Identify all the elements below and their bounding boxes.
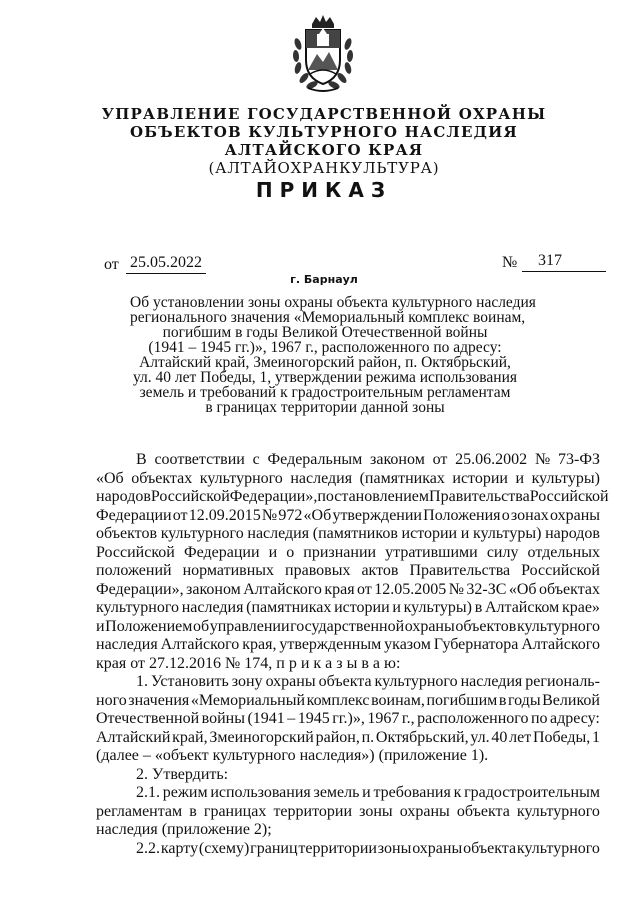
body-word: законом — [370, 451, 425, 468]
body-word: (памятников — [312, 525, 398, 542]
body-word: нормативных — [182, 562, 275, 579]
body-text-line — [96, 673, 600, 692]
number-label: № — [502, 254, 518, 271]
body-text-line — [96, 581, 600, 600]
body-word: охраны — [399, 802, 450, 820]
city-name: г. Барнаул — [290, 273, 358, 286]
body-text-line — [96, 803, 600, 822]
body-text-line — [96, 544, 600, 563]
body-word: Российской — [529, 488, 609, 505]
body-word: (памятниках — [359, 469, 445, 487]
body-word: Федеральным — [267, 451, 363, 468]
body-word: объекта — [456, 802, 510, 820]
body-word: культурного — [516, 839, 600, 857]
document-subject — [130, 294, 536, 416]
body-word: «Мемориальный — [190, 691, 306, 709]
body-word: к — [453, 784, 462, 801]
body-word: 25.06.2002 — [455, 451, 528, 468]
org-short-name: (АЛТАЙОХРАНКУЛЬТУРА) — [208, 159, 440, 177]
body-word: от — [432, 451, 448, 468]
body-word: государственной — [290, 617, 405, 635]
body-word: утратившими — [385, 543, 478, 561]
body-word: войны — [201, 710, 245, 727]
body-word: Алтайского — [243, 580, 322, 598]
body-word: положений — [96, 562, 172, 579]
body-word: № — [448, 580, 464, 598]
document-body — [96, 451, 609, 858]
body-word: соответствии — [154, 451, 245, 468]
body-word: Положения — [423, 506, 501, 524]
body-word: культурного — [374, 673, 458, 690]
body-word: 32-ЗС — [466, 580, 507, 598]
body-word: в — [474, 599, 483, 616]
body-word: и — [362, 784, 371, 801]
body-word: «Об — [508, 580, 537, 598]
body-word: и — [268, 543, 278, 561]
body-word: Установить — [151, 673, 229, 690]
body-text-line — [96, 710, 600, 729]
body-word: (1941 — [247, 710, 285, 727]
body-word: Федерации», — [229, 488, 318, 505]
body-word: зонах — [510, 506, 549, 524]
body-word: культурного — [199, 469, 283, 487]
body-word: 1. — [136, 673, 148, 690]
body-word: границах — [203, 802, 267, 820]
body-word: край, — [172, 728, 208, 746]
body-word: границ — [250, 839, 298, 857]
body-text-line: края от 27.12.2016 № 174, п р и к а з ы в а ю: — [96, 654, 401, 672]
date-label: от — [104, 256, 119, 273]
body-word: Федерации — [183, 543, 260, 561]
body-word: охраны — [412, 839, 463, 857]
body-word: ул. — [470, 728, 490, 746]
document-number: 317 — [538, 252, 562, 269]
body-word: Алтайского — [160, 636, 240, 653]
body-word: воинам, — [371, 691, 425, 709]
subject-line: Алтайский край, Змеиногорский район, п. Октябрьский, — [139, 354, 511, 371]
body-text-line — [96, 451, 600, 470]
subject-line: (1941 – 1945 гг.)», 1967 г., расположенного по адресу: — [148, 339, 502, 356]
body-word: и — [515, 469, 525, 487]
body-word: истории — [452, 469, 508, 487]
body-word: и — [460, 525, 470, 542]
document-type-title: ПРИКАЗ — [255, 178, 393, 202]
body-text-line: наследия (приложение 2); — [96, 821, 272, 838]
body-word: истории — [334, 599, 390, 616]
body-word: 2.2. — [136, 839, 160, 857]
body-word: территории — [298, 839, 377, 857]
body-word: в — [498, 691, 507, 709]
subject-line: земель и требований к градостроительным регламентам — [139, 384, 511, 401]
body-word: 1945 — [297, 710, 330, 727]
body-word: Российской — [150, 488, 230, 505]
body-word: Октябрьский, — [375, 728, 469, 746]
body-word: объектов — [96, 525, 158, 542]
subject-line: Об установлении зоны охраны объекта культурного наследия — [130, 294, 536, 311]
body-word: лет — [509, 728, 532, 746]
body-word: культурного — [516, 802, 600, 820]
body-word: режим — [162, 784, 208, 801]
body-word: Великой — [542, 691, 600, 709]
body-word: 1967 — [367, 710, 400, 727]
body-word: культуры) — [403, 599, 472, 616]
body-word: значения — [128, 691, 190, 709]
body-word: объектах — [539, 580, 600, 598]
body-text-line — [96, 525, 600, 544]
body-word: ного — [96, 691, 127, 709]
body-word: управлении — [209, 617, 290, 635]
body-word: № — [534, 451, 551, 468]
body-word: 40 — [491, 728, 508, 746]
body-word: «Об — [303, 506, 332, 524]
subject-line: в границах территории данной зоны — [205, 399, 445, 416]
body-word: район, — [315, 728, 360, 746]
body-word: народов — [545, 525, 600, 542]
body-word: и — [96, 617, 105, 635]
body-word: отдельных — [527, 543, 600, 561]
body-text-line — [96, 507, 600, 526]
body-text-line — [96, 599, 600, 618]
body-word: регламентам — [96, 802, 183, 820]
body-word: наследия — [290, 469, 353, 487]
body-word: Алтайского — [521, 636, 600, 653]
body-word: «Об — [96, 469, 124, 487]
body-word: от — [357, 580, 372, 598]
body-word: охраны — [549, 506, 600, 524]
body-word: культурного — [160, 525, 244, 542]
body-word: и — [392, 599, 401, 616]
body-word: 972 — [278, 506, 303, 524]
body-word: Алтайский — [96, 728, 171, 746]
body-word: № — [261, 506, 278, 524]
body-word: постановлением — [317, 488, 430, 505]
body-word: 2.1. — [136, 784, 160, 801]
body-word: утвержденным — [279, 636, 382, 653]
body-word: об — [192, 617, 210, 635]
body-word: зоны — [359, 802, 393, 820]
body-word: законом — [186, 580, 241, 598]
body-word: погибшим — [426, 691, 498, 709]
body-word: признании — [303, 543, 377, 561]
body-word: 73-ФЗ — [557, 451, 600, 468]
body-word: адресу: — [550, 710, 600, 727]
body-word: охраны — [404, 617, 455, 635]
body-word: Алтайском — [484, 599, 560, 616]
body-word: Победы, — [532, 728, 591, 746]
body-word: (схему) — [198, 839, 250, 857]
body-text-line — [96, 729, 600, 748]
org-name-line: АЛТАЙСКОГО КРАЯ — [224, 141, 424, 159]
body-word: культурного — [96, 599, 180, 616]
number-underline — [522, 271, 606, 272]
body-word: карту — [160, 839, 199, 857]
body-word: региональ- — [525, 673, 600, 690]
body-word: использования — [210, 784, 311, 801]
body-word: г., — [401, 710, 415, 727]
body-word: Российской — [96, 543, 175, 561]
body-word: зоны — [377, 839, 412, 857]
body-word: по — [530, 710, 548, 727]
body-word: объекта — [463, 839, 517, 857]
body-word: наследия — [460, 673, 523, 690]
body-word: края — [324, 580, 355, 598]
body-word: Отечественной — [96, 710, 200, 727]
body-word: о — [501, 506, 510, 524]
body-word: комплекс — [306, 691, 370, 709]
body-word: культуры) — [531, 469, 600, 487]
org-name-line: УПРАВЛЕНИЕ ГОСУДАРСТВЕННОЙ ОХРАНЫ — [101, 105, 547, 123]
body-word: 12.05.2005 — [374, 580, 447, 598]
body-word: (памятниках — [246, 599, 332, 616]
body-text-line — [96, 692, 600, 711]
subject-line: регионального значения «Мемориальный комплекс воинам, — [130, 309, 526, 326]
body-word: наследия — [96, 636, 158, 653]
body-word: – — [287, 710, 296, 727]
body-word: охраны — [265, 673, 316, 690]
body-word: п. — [361, 728, 375, 746]
body-word: силу — [486, 543, 519, 561]
body-text-line — [96, 488, 609, 507]
body-word: объектах — [131, 469, 193, 487]
body-word: указом — [384, 636, 431, 653]
body-word: наследия — [247, 525, 310, 542]
body-word: 1 — [591, 728, 600, 746]
body-word: Положением — [105, 617, 193, 635]
body-word: культуры) — [473, 525, 542, 542]
body-word: Змеиногорский — [209, 728, 314, 746]
body-text-line — [96, 470, 600, 489]
body-word: Правительства — [409, 562, 511, 579]
body-word: Губернатора — [433, 636, 519, 653]
body-word: утверждении — [332, 506, 422, 524]
document-date: 25.05.2022 — [130, 254, 202, 271]
body-word: от — [172, 506, 188, 524]
body-text-line — [96, 840, 600, 859]
body-word: о — [286, 543, 295, 561]
body-word: требования — [373, 784, 451, 801]
org-name-line: ОБЪЕКТОВ КУЛЬТУРНОГО НАСЛЕДИЯ — [130, 123, 518, 141]
body-word: наследия — [181, 599, 244, 616]
body-word: градостроительным — [464, 784, 600, 801]
body-word: правовых — [285, 562, 351, 579]
body-word: расположенного — [417, 710, 529, 727]
subject-line: погибшим в годы Великой Отечественной войны — [162, 324, 488, 341]
body-text-line: (далее – «объект культурного наследия») (приложение 1). — [96, 747, 489, 764]
body-word: Федерации», — [96, 580, 184, 598]
body-word: истории — [401, 525, 458, 542]
subject-line: ул. 40 лет Победы, 1, утверждении режима использования — [132, 369, 518, 386]
body-word: актов — [361, 562, 399, 579]
body-word: культурного — [516, 617, 600, 635]
body-word: В — [136, 451, 147, 468]
body-word: Правительства — [429, 488, 530, 505]
body-text-line — [96, 636, 600, 655]
body-text-line: 2. Утвердить: — [136, 765, 229, 783]
coat-of-arms-icon — [290, 14, 356, 94]
body-word: годы — [507, 691, 541, 709]
body-word: территории — [273, 802, 352, 820]
body-word: 12.09.2015 — [188, 506, 261, 524]
body-word: объектов — [455, 617, 517, 635]
body-word: крае» — [561, 599, 600, 616]
body-word: с — [252, 451, 260, 468]
body-word: Федерации — [96, 506, 172, 524]
body-word: гг.)», — [332, 710, 365, 727]
body-word: в — [189, 802, 197, 820]
body-text-line — [96, 784, 600, 803]
body-word: Российской — [521, 562, 600, 579]
body-word: объекта — [318, 673, 372, 690]
body-word: края, — [242, 636, 277, 653]
body-text-line — [96, 618, 600, 637]
body-text-line — [96, 562, 600, 581]
body-word: земель — [313, 784, 360, 801]
body-word: зону — [231, 673, 263, 690]
body-word: народов — [96, 488, 151, 505]
